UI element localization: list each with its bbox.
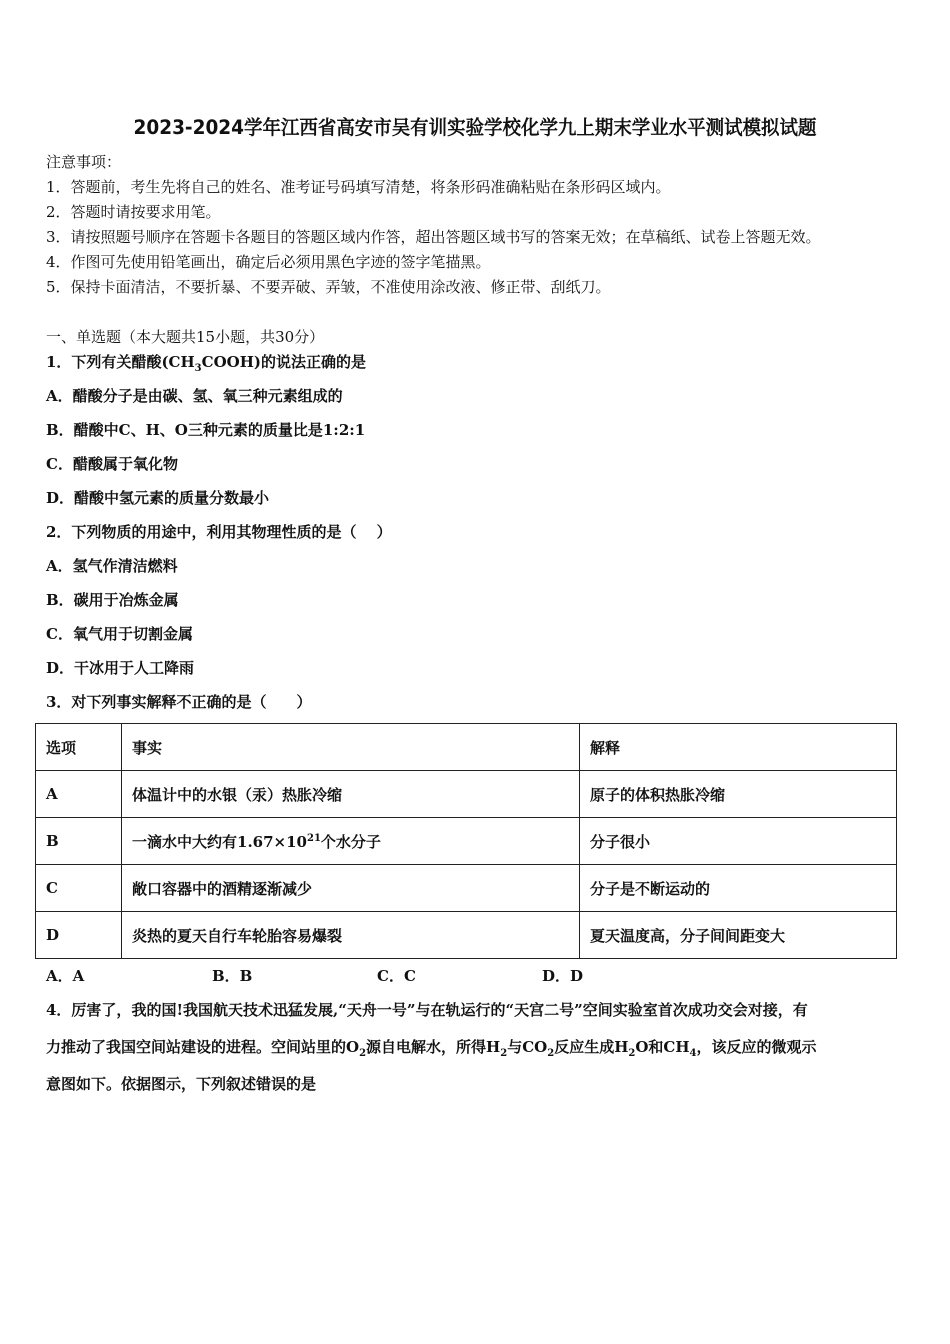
row-fact-part-b: 个水分子 [320,832,381,851]
q1-stem-part-a: 1．下列有关醋酸(CH [46,353,195,371]
q4-text: 反应生成H [554,1038,629,1056]
q1-option-a: A．醋酸分子是由碳、氢、氧三种元素组成的 [46,387,343,405]
row-explain: 分子是不断运动的 [580,865,897,912]
row-explain: 分子很小 [580,818,897,865]
header-option: 选项 [36,724,122,771]
q1-option-d: D．醋酸中氢元素的质量分数最小 [46,489,270,507]
notice-item-2: 2．答题时请按要求用笔。 [46,203,221,221]
row-fact: 体温计中的水银（汞）热胀冷缩 [122,771,580,818]
notice-item-5: 5．保持卡面清洁，不要折暴、不要弄破、弄皱，不准使用涂改液、修正带、刮纸刀。 [46,278,611,296]
q2-option-a: A．氢气作清洁燃料 [46,557,178,575]
q4-subscript: 2 [359,1048,367,1059]
table-row [36,865,897,912]
q4-line-3: 意图如下。依据图示，下列叙述错误的是 [46,1075,317,1093]
q4-subscript: 2 [628,1048,636,1059]
q2-option-c: C．氧气用于切割金属 [46,625,193,643]
notice-item-3: 3．请按照题号顺序在答题卡各题目的答题区域内作答，超出答题区域书写的答案无效；在草稿纸、试卷上答题无效。 [46,228,821,246]
row-option: B [36,818,122,865]
q4-line-1: 4．厉害了，我的国!我国航天技术迅猛发展,“天舟一号”与在轨运行的“天宫二号”空间实验室首次成功交会对接，有 [46,1001,808,1019]
row-fact [122,818,580,865]
q4-text: 与CO [507,1038,548,1056]
q1-option-b: B．醋酸中C、H、O三种元素的质量比是1:2:1 [46,421,366,439]
q4-subscript: 2 [500,1048,508,1059]
q3-answer-d: D．D [542,967,584,985]
q2-option-b: B．碳用于冶炼金属 [46,591,179,609]
q3-answer-a: A．A [46,967,85,985]
q4-text: 力推动了我国空间站建设的进程。空间站里的O [46,1038,360,1056]
q2-option-d: D．干冰用于人工降雨 [46,659,195,677]
row-option: A [36,771,122,818]
row-explain: 夏天温度高，分子间间距变大 [580,912,897,959]
notice-heading: 注意事项： [46,153,122,171]
q4-line-2 [46,1037,817,1057]
q4-subscript: 4 [689,1048,697,1059]
row-fact-superscript: 21 [306,832,321,844]
table-row [36,818,897,865]
row-explain: 原子的体积热胀冷缩 [580,771,897,818]
q2-stem: 2．下列物质的用途中，利用其物理性质的是（ ） [46,523,392,541]
q4-text: ，该反应的微观示 [696,1038,817,1056]
row-option: D [36,912,122,959]
q4-subscript: 2 [547,1048,555,1059]
header-fact: 事实 [122,724,580,771]
header-explain: 解释 [580,724,897,771]
q3-answer-c: C．C [377,967,416,985]
q4-text: 源自电解水，所得H [366,1038,501,1056]
section-heading: 一、单选题（本大题共15小题，共30分） [46,328,325,346]
row-fact: 炎热的夏天自行车轮胎容易爆裂 [122,912,580,959]
q1-stem-part-b: COOH)的说法正确的是 [201,353,366,371]
row-fact-part-a: 一滴水中大约有1.67×10 [132,832,307,851]
q1-stem [46,352,366,372]
q3-table [35,723,897,959]
table-row [36,912,897,959]
row-option: C [36,865,122,912]
q1-stem-subscript: 3 [194,363,202,374]
q4-text: O和CH [635,1038,690,1056]
row-fact: 敞口容器中的酒精逐渐减少 [122,865,580,912]
notice-item-1: 1．答题前，考生先将自己的姓名、准考证号码填写清楚，将条形码准确粘贴在条形码区域内。 [46,178,671,196]
q3-stem: 3．对下列事实解释不正确的是（ ） [46,693,312,711]
notice-item-4: 4．作图可先使用铅笔画出，确定后必须用黑色字迹的签字笔描黑。 [46,253,491,271]
page-title: 2023-2024学年江西省高安市吴有训实验学校化学九上期末学业水平测试模拟试题 [133,116,817,139]
table-header-row [36,724,897,771]
q3-answer-b: B．B [212,967,253,985]
q1-option-c: C．醋酸属于氧化物 [46,455,178,473]
table-row [36,771,897,818]
